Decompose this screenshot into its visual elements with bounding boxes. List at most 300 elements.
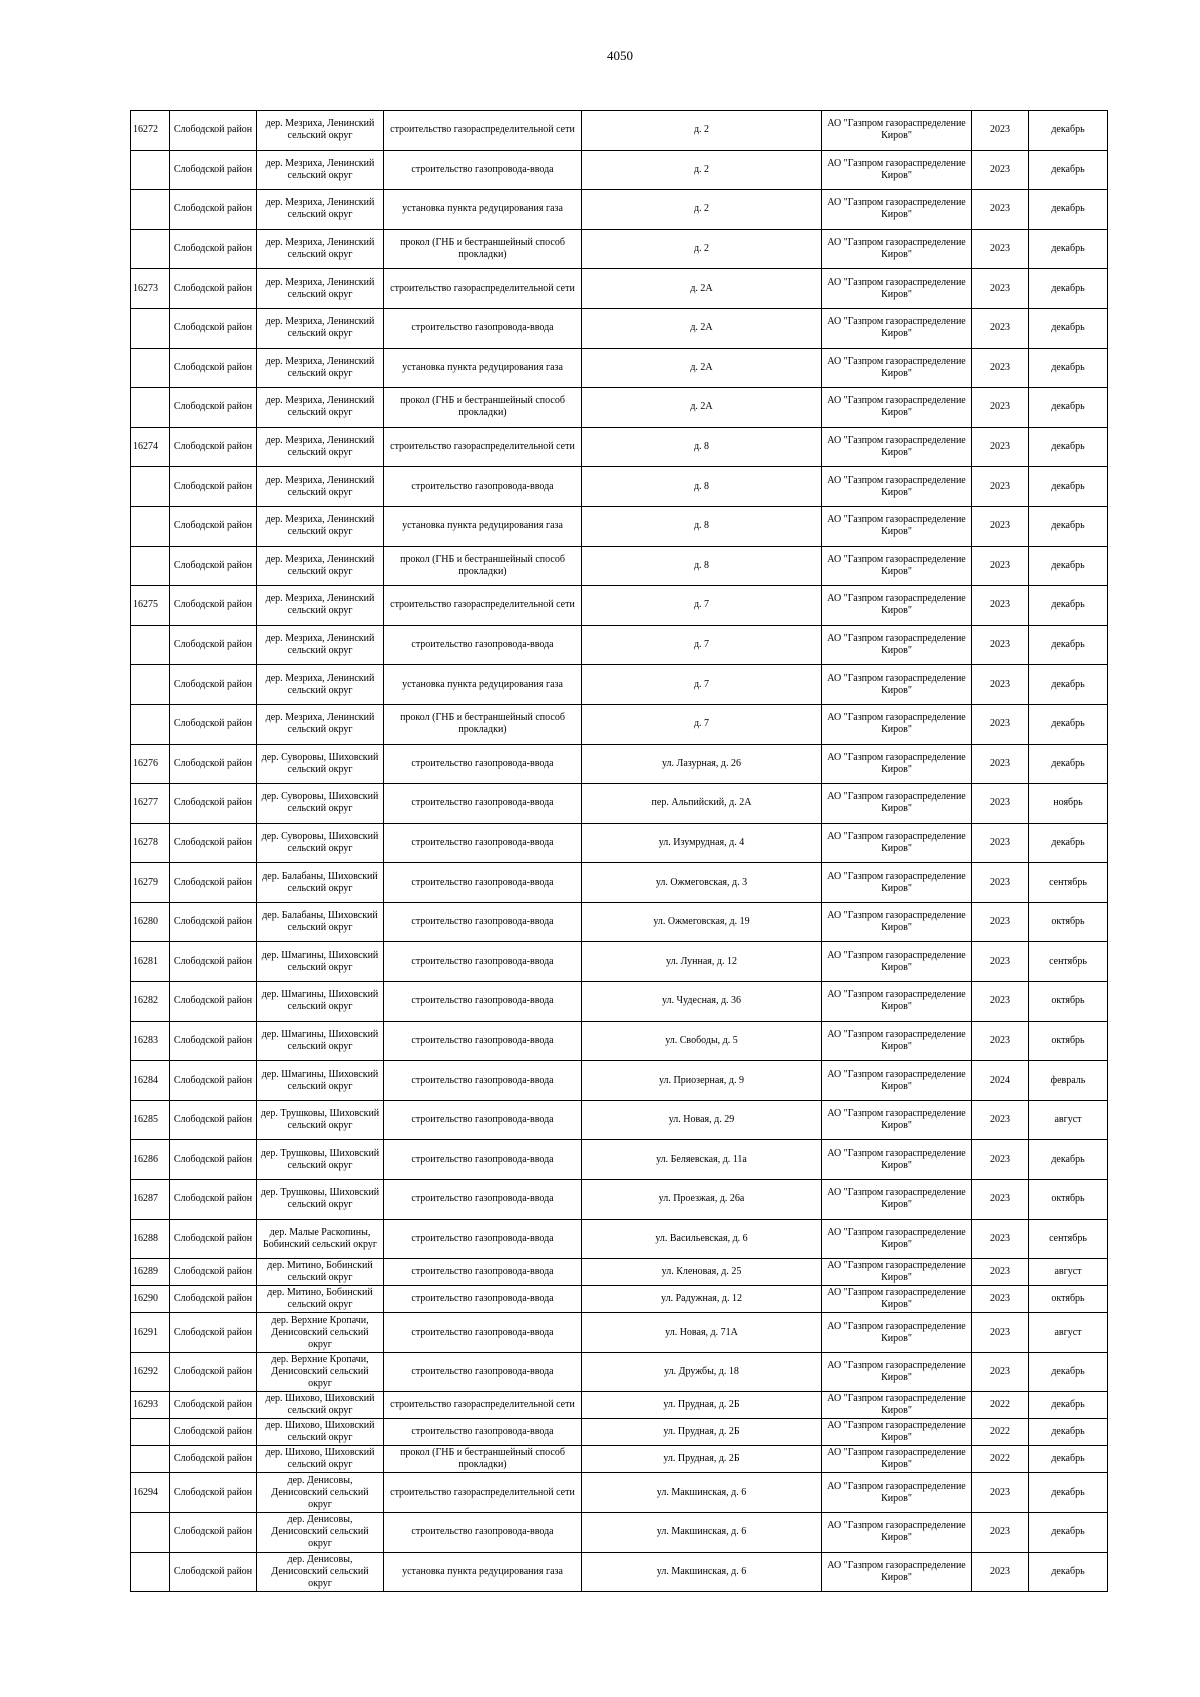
month-cell: октябрь xyxy=(1029,902,1108,942)
address-cell: ул. Васильевская, д. 6 xyxy=(582,1219,822,1259)
settlement-cell: дер. Шихово, Шиховский сельский округ xyxy=(257,1446,384,1473)
work-type-cell: строительство газопровода-ввода xyxy=(384,1513,582,1553)
settlement-cell: дер. Мезриха, Ленинский сельский округ xyxy=(257,229,384,269)
settlement-cell: дер. Балабаны, Шиховский сельский округ xyxy=(257,902,384,942)
year-cell: 2023 xyxy=(972,1313,1029,1353)
settlement-cell: дер. Мезриха, Ленинский сельский округ xyxy=(257,269,384,309)
work-type-cell: строительство газопровода-ввода xyxy=(384,902,582,942)
settlement-cell: дер. Мезриха, Ленинский сельский округ xyxy=(257,150,384,190)
work-type-cell: строительство газораспределительной сети xyxy=(384,1473,582,1513)
work-type-cell: строительство газопровода-ввода xyxy=(384,150,582,190)
year-cell: 2022 xyxy=(972,1392,1029,1419)
year-cell: 2023 xyxy=(972,586,1029,626)
table-row xyxy=(131,1552,1108,1592)
address-cell: ул. Беляевская, д. 11а xyxy=(582,1140,822,1180)
address-cell: ул. Дружбы, д. 18 xyxy=(582,1352,822,1392)
year-cell: 2023 xyxy=(972,1140,1029,1180)
month-cell: октябрь xyxy=(1029,982,1108,1022)
settlement-cell: дер. Суворовы, Шиховский сельский округ xyxy=(257,823,384,863)
district-cell: Слободской район xyxy=(170,348,257,388)
month-cell: декабрь xyxy=(1029,467,1108,507)
year-cell: 2022 xyxy=(972,1446,1029,1473)
company-cell: АО "Газпром газораспределение Киров" xyxy=(822,269,972,309)
settlement-cell: дер. Малые Раскопины, Бобинский сельский округ xyxy=(257,1219,384,1259)
company-cell: АО "Газпром газораспределение Киров" xyxy=(822,982,972,1022)
year-cell: 2023 xyxy=(972,348,1029,388)
address-cell: ул. Чудесная, д. 36 xyxy=(582,982,822,1022)
address-cell: д. 2А xyxy=(582,308,822,348)
month-cell: сентябрь xyxy=(1029,1219,1108,1259)
address-cell: ул. Ожмеговская, д. 19 xyxy=(582,902,822,942)
row-number xyxy=(131,1513,170,1553)
district-cell: Слободской район xyxy=(170,229,257,269)
address-cell: ул. Прудная, д. 2Б xyxy=(582,1392,822,1419)
address-cell: ул. Макшинская, д. 6 xyxy=(582,1473,822,1513)
address-cell: д. 2А xyxy=(582,348,822,388)
row-number: 16274 xyxy=(131,427,170,467)
settlement-cell: дер. Мезриха, Ленинский сельский округ xyxy=(257,111,384,151)
table-row xyxy=(131,1352,1108,1392)
table-row xyxy=(131,308,1108,348)
settlement-cell: дер. Денисовы, Денисовский сельский округ xyxy=(257,1552,384,1592)
work-type-cell: установка пункта редуцирования газа xyxy=(384,665,582,705)
address-cell: ул. Радужная, д. 12 xyxy=(582,1286,822,1313)
month-cell: декабрь xyxy=(1029,1419,1108,1446)
district-cell: Слободской район xyxy=(170,269,257,309)
company-cell: АО "Газпром газораспределение Киров" xyxy=(822,1552,972,1592)
company-cell: АО "Газпром газораспределение Киров" xyxy=(822,1140,972,1180)
settlement-cell: дер. Мезриха, Ленинский сельский округ xyxy=(257,704,384,744)
month-cell: декабрь xyxy=(1029,625,1108,665)
month-cell: декабрь xyxy=(1029,1392,1108,1419)
company-cell: АО "Газпром газораспределение Киров" xyxy=(822,863,972,903)
address-cell: д. 2 xyxy=(582,111,822,151)
table-row xyxy=(131,1180,1108,1220)
row-number: 16288 xyxy=(131,1219,170,1259)
settlement-cell: дер. Трушковы, Шиховский сельский округ xyxy=(257,1140,384,1180)
work-type-cell: строительство газопровода-ввода xyxy=(384,625,582,665)
work-type-cell: строительство газораспределительной сети xyxy=(384,269,582,309)
month-cell: сентябрь xyxy=(1029,942,1108,982)
row-number xyxy=(131,625,170,665)
work-type-cell: прокол (ГНБ и бестраншейный способ прокладки) xyxy=(384,704,582,744)
month-cell: август xyxy=(1029,1259,1108,1286)
address-cell: ул. Проезжая, д. 26а xyxy=(582,1180,822,1220)
table-row xyxy=(131,665,1108,705)
row-number: 16292 xyxy=(131,1352,170,1392)
work-type-cell: строительство газопровода-ввода xyxy=(384,308,582,348)
work-type-cell: строительство газопровода-ввода xyxy=(384,1219,582,1259)
year-cell: 2023 xyxy=(972,1513,1029,1553)
row-number: 16293 xyxy=(131,1392,170,1419)
year-cell: 2023 xyxy=(972,467,1029,507)
table-row xyxy=(131,388,1108,428)
work-type-cell: строительство газопровода-ввода xyxy=(384,1352,582,1392)
table-row xyxy=(131,1513,1108,1553)
month-cell: октябрь xyxy=(1029,1286,1108,1313)
settlement-cell: дер. Суворовы, Шиховский сельский округ xyxy=(257,784,384,824)
work-type-cell: строительство газопровода-ввода xyxy=(384,1061,582,1101)
district-cell: Слободской район xyxy=(170,467,257,507)
work-type-cell: строительство газопровода-ввода xyxy=(384,1286,582,1313)
month-cell: декабрь xyxy=(1029,190,1108,230)
row-number: 16281 xyxy=(131,942,170,982)
table-row xyxy=(131,1446,1108,1473)
settlement-cell: дер. Трушковы, Шиховский сельский округ xyxy=(257,1100,384,1140)
district-cell: Слободской район xyxy=(170,1446,257,1473)
year-cell: 2023 xyxy=(972,823,1029,863)
month-cell: декабрь xyxy=(1029,1513,1108,1553)
district-cell: Слободской район xyxy=(170,823,257,863)
address-cell: д. 8 xyxy=(582,546,822,586)
address-cell: ул. Свободы, д. 5 xyxy=(582,1021,822,1061)
company-cell: АО "Газпром газораспределение Киров" xyxy=(822,1352,972,1392)
year-cell: 2023 xyxy=(972,1352,1029,1392)
settlement-cell: дер. Мезриха, Ленинский сельский округ xyxy=(257,348,384,388)
settlement-cell: дер. Шмагины, Шиховский сельский округ xyxy=(257,1061,384,1101)
work-type-cell: строительство газопровода-ввода xyxy=(384,1140,582,1180)
month-cell: август xyxy=(1029,1313,1108,1353)
company-cell: АО "Газпром газораспределение Киров" xyxy=(822,111,972,151)
table-row xyxy=(131,982,1108,1022)
row-number: 16290 xyxy=(131,1286,170,1313)
district-cell: Слободской район xyxy=(170,1140,257,1180)
work-type-cell: установка пункта редуцирования газа xyxy=(384,506,582,546)
table-row xyxy=(131,1419,1108,1446)
month-cell: декабрь xyxy=(1029,427,1108,467)
month-cell: декабрь xyxy=(1029,665,1108,705)
company-cell: АО "Газпром газораспределение Киров" xyxy=(822,1100,972,1140)
work-type-cell: строительство газопровода-ввода xyxy=(384,982,582,1022)
table-row xyxy=(131,1259,1108,1286)
settlement-cell: дер. Шмагины, Шиховский сельский округ xyxy=(257,942,384,982)
address-cell: д. 2 xyxy=(582,190,822,230)
page-number: 4050 xyxy=(607,48,633,63)
year-cell: 2023 xyxy=(972,942,1029,982)
address-cell: д. 7 xyxy=(582,704,822,744)
month-cell: декабрь xyxy=(1029,308,1108,348)
company-cell: АО "Газпром газораспределение Киров" xyxy=(822,1419,972,1446)
settlement-cell: дер. Мезриха, Ленинский сельский округ xyxy=(257,506,384,546)
year-cell: 2023 xyxy=(972,902,1029,942)
month-cell: сентябрь xyxy=(1029,863,1108,903)
settlement-cell: дер. Денисовы, Денисовский сельский округ xyxy=(257,1513,384,1553)
table-row xyxy=(131,269,1108,309)
month-cell: декабрь xyxy=(1029,1446,1108,1473)
row-number: 16272 xyxy=(131,111,170,151)
work-type-cell: строительство газопровода-ввода xyxy=(384,1100,582,1140)
address-cell: ул. Прудная, д. 2Б xyxy=(582,1446,822,1473)
address-cell: ул. Лазурная, д. 26 xyxy=(582,744,822,784)
district-cell: Слободской район xyxy=(170,308,257,348)
year-cell: 2023 xyxy=(972,665,1029,705)
table-row xyxy=(131,586,1108,626)
address-cell: д. 2 xyxy=(582,150,822,190)
district-cell: Слободской район xyxy=(170,1259,257,1286)
month-cell: декабрь xyxy=(1029,229,1108,269)
row-number: 16285 xyxy=(131,1100,170,1140)
row-number xyxy=(131,1552,170,1592)
work-type-cell: строительство газопровода-ввода xyxy=(384,863,582,903)
settlement-cell: дер. Мезриха, Ленинский сельский округ xyxy=(257,665,384,705)
year-cell: 2023 xyxy=(972,269,1029,309)
company-cell: АО "Газпром газораспределение Киров" xyxy=(822,229,972,269)
address-cell: ул. Ожмеговская, д. 3 xyxy=(582,863,822,903)
district-cell: Слободской район xyxy=(170,863,257,903)
district-cell: Слободской район xyxy=(170,190,257,230)
work-type-cell: строительство газопровода-ввода xyxy=(384,1419,582,1446)
row-number: 16276 xyxy=(131,744,170,784)
work-type-cell: строительство газопровода-ввода xyxy=(384,1180,582,1220)
year-cell: 2023 xyxy=(972,863,1029,903)
address-cell: д. 7 xyxy=(582,586,822,626)
company-cell: АО "Газпром газораспределение Киров" xyxy=(822,388,972,428)
row-number xyxy=(131,388,170,428)
work-type-cell: строительство газопровода-ввода xyxy=(384,1259,582,1286)
settlement-cell: дер. Мезриха, Ленинский сельский округ xyxy=(257,427,384,467)
work-type-cell: установка пункта редуцирования газа xyxy=(384,1552,582,1592)
table-row xyxy=(131,1140,1108,1180)
district-cell: Слободской район xyxy=(170,1100,257,1140)
row-number: 16277 xyxy=(131,784,170,824)
district-cell: Слободской район xyxy=(170,1021,257,1061)
company-cell: АО "Газпром газораспределение Киров" xyxy=(822,665,972,705)
table-row xyxy=(131,1061,1108,1101)
settlement-cell: дер. Мезриха, Ленинский сельский округ xyxy=(257,586,384,626)
month-cell: февраль xyxy=(1029,1061,1108,1101)
month-cell: декабрь xyxy=(1029,269,1108,309)
table-row xyxy=(131,704,1108,744)
year-cell: 2023 xyxy=(972,1180,1029,1220)
table-row xyxy=(131,348,1108,388)
district-cell: Слободской район xyxy=(170,150,257,190)
settlement-cell: дер. Балабаны, Шиховский сельский округ xyxy=(257,863,384,903)
company-cell: АО "Газпром газораспределение Киров" xyxy=(822,942,972,982)
table-row xyxy=(131,190,1108,230)
work-type-cell: строительство газопровода-ввода xyxy=(384,784,582,824)
address-cell: ул. Лунная, д. 12 xyxy=(582,942,822,982)
company-cell: АО "Газпром газораспределение Киров" xyxy=(822,1180,972,1220)
row-number: 16294 xyxy=(131,1473,170,1513)
settlement-cell: дер. Трушковы, Шиховский сельский округ xyxy=(257,1180,384,1220)
table-row xyxy=(131,150,1108,190)
table-row xyxy=(131,111,1108,151)
settlement-cell: дер. Мезриха, Ленинский сельский округ xyxy=(257,308,384,348)
address-cell: ул. Макшинская, д. 6 xyxy=(582,1552,822,1592)
table-row xyxy=(131,902,1108,942)
table-row xyxy=(131,863,1108,903)
year-cell: 2023 xyxy=(972,546,1029,586)
table-row xyxy=(131,1392,1108,1419)
company-cell: АО "Газпром газораспределение Киров" xyxy=(822,1219,972,1259)
district-cell: Слободской район xyxy=(170,586,257,626)
district-cell: Слободской район xyxy=(170,1552,257,1592)
settlement-cell: дер. Шмагины, Шиховский сельский округ xyxy=(257,1021,384,1061)
table-row xyxy=(131,467,1108,507)
row-number: 16279 xyxy=(131,863,170,903)
work-type-cell: строительство газораспределительной сети xyxy=(384,427,582,467)
month-cell: декабрь xyxy=(1029,1140,1108,1180)
settlement-cell: дер. Верхние Кропачи, Денисовский сельский округ xyxy=(257,1352,384,1392)
district-cell: Слободской район xyxy=(170,506,257,546)
work-type-cell: прокол (ГНБ и бестраншейный способ прокладки) xyxy=(384,546,582,586)
work-type-cell: строительство газопровода-ввода xyxy=(384,467,582,507)
district-cell: Слободской район xyxy=(170,1219,257,1259)
address-cell: д. 2А xyxy=(582,388,822,428)
row-number xyxy=(131,506,170,546)
address-cell: д. 8 xyxy=(582,467,822,507)
company-cell: АО "Газпром газораспределение Киров" xyxy=(822,1392,972,1419)
month-cell: декабрь xyxy=(1029,111,1108,151)
address-cell: ул. Новая, д. 29 xyxy=(582,1100,822,1140)
month-cell: декабрь xyxy=(1029,546,1108,586)
year-cell: 2023 xyxy=(972,229,1029,269)
table-row xyxy=(131,1286,1108,1313)
company-cell: АО "Газпром газораспределение Киров" xyxy=(822,308,972,348)
year-cell: 2023 xyxy=(972,1021,1029,1061)
settlement-cell: дер. Шихово, Шиховский сельский округ xyxy=(257,1392,384,1419)
company-cell: АО "Газпром газораспределение Киров" xyxy=(822,1259,972,1286)
year-cell: 2023 xyxy=(972,784,1029,824)
company-cell: АО "Газпром газораспределение Киров" xyxy=(822,744,972,784)
district-cell: Слободской район xyxy=(170,1061,257,1101)
year-cell: 2023 xyxy=(972,704,1029,744)
settlement-cell: дер. Шмагины, Шиховский сельский округ xyxy=(257,982,384,1022)
year-cell: 2023 xyxy=(972,150,1029,190)
row-number: 16284 xyxy=(131,1061,170,1101)
year-cell: 2023 xyxy=(972,427,1029,467)
work-type-cell: строительство газораспределительной сети xyxy=(384,1392,582,1419)
row-number xyxy=(131,1419,170,1446)
row-number: 16291 xyxy=(131,1313,170,1353)
table-row xyxy=(131,784,1108,824)
settlement-cell: дер. Мезриха, Ленинский сельский округ xyxy=(257,388,384,428)
settlement-cell: дер. Верхние Кропачи, Денисовский сельский округ xyxy=(257,1313,384,1353)
month-cell: декабрь xyxy=(1029,506,1108,546)
row-number: 16287 xyxy=(131,1180,170,1220)
district-cell: Слободской район xyxy=(170,784,257,824)
settlement-cell: дер. Мезриха, Ленинский сельский округ xyxy=(257,190,384,230)
month-cell: август xyxy=(1029,1100,1108,1140)
address-cell: д. 2 xyxy=(582,229,822,269)
month-cell: декабрь xyxy=(1029,1552,1108,1592)
work-type-cell: установка пункта редуцирования газа xyxy=(384,348,582,388)
table-row xyxy=(131,942,1108,982)
year-cell: 2023 xyxy=(972,1286,1029,1313)
month-cell: декабрь xyxy=(1029,704,1108,744)
district-cell: Слободской район xyxy=(170,902,257,942)
row-number: 16280 xyxy=(131,902,170,942)
company-cell: АО "Газпром газораспределение Киров" xyxy=(822,823,972,863)
row-number: 16273 xyxy=(131,269,170,309)
district-cell: Слободской район xyxy=(170,111,257,151)
row-number xyxy=(131,467,170,507)
works-table xyxy=(130,110,1108,1592)
company-cell: АО "Газпром газораспределение Киров" xyxy=(822,506,972,546)
company-cell: АО "Газпром газораспределение Киров" xyxy=(822,586,972,626)
company-cell: АО "Газпром газораспределение Киров" xyxy=(822,427,972,467)
company-cell: АО "Газпром газораспределение Киров" xyxy=(822,704,972,744)
month-cell: декабрь xyxy=(1029,823,1108,863)
address-cell: д. 8 xyxy=(582,427,822,467)
row-number: 16275 xyxy=(131,586,170,626)
district-cell: Слободской район xyxy=(170,546,257,586)
district-cell: Слободской район xyxy=(170,1180,257,1220)
company-cell: АО "Газпром газораспределение Киров" xyxy=(822,1061,972,1101)
table-row xyxy=(131,1021,1108,1061)
table-row xyxy=(131,229,1108,269)
year-cell: 2023 xyxy=(972,1219,1029,1259)
month-cell: ноябрь xyxy=(1029,784,1108,824)
table-row xyxy=(131,1100,1108,1140)
district-cell: Слободской район xyxy=(170,744,257,784)
settlement-cell: дер. Митино, Бобинский сельский округ xyxy=(257,1286,384,1313)
address-cell: ул. Новая, д. 71А xyxy=(582,1313,822,1353)
year-cell: 2023 xyxy=(972,1473,1029,1513)
company-cell: АО "Газпром газораспределение Киров" xyxy=(822,1021,972,1061)
year-cell: 2023 xyxy=(972,190,1029,230)
row-number xyxy=(131,546,170,586)
table-row xyxy=(131,625,1108,665)
month-cell: декабрь xyxy=(1029,586,1108,626)
work-type-cell: строительство газопровода-ввода xyxy=(384,744,582,784)
row-number xyxy=(131,348,170,388)
district-cell: Слободской район xyxy=(170,388,257,428)
table-row xyxy=(131,1473,1108,1513)
year-cell: 2023 xyxy=(972,625,1029,665)
settlement-cell: дер. Мезриха, Ленинский сельский округ xyxy=(257,467,384,507)
company-cell: АО "Газпром газораспределение Киров" xyxy=(822,1446,972,1473)
company-cell: АО "Газпром газораспределение Киров" xyxy=(822,1513,972,1553)
year-cell: 2023 xyxy=(972,1552,1029,1592)
work-type-cell: прокол (ГНБ и бестраншейный способ прокладки) xyxy=(384,1446,582,1473)
row-number: 16283 xyxy=(131,1021,170,1061)
settlement-cell: дер. Мезриха, Ленинский сельский округ xyxy=(257,546,384,586)
month-cell: октябрь xyxy=(1029,1180,1108,1220)
company-cell: АО "Газпром газораспределение Киров" xyxy=(822,348,972,388)
address-cell: д. 7 xyxy=(582,665,822,705)
address-cell: ул. Изумрудная, д. 4 xyxy=(582,823,822,863)
row-number xyxy=(131,150,170,190)
work-type-cell: строительство газораспределительной сети xyxy=(384,586,582,626)
company-cell: АО "Газпром газораспределение Киров" xyxy=(822,150,972,190)
year-cell: 2023 xyxy=(972,744,1029,784)
district-cell: Слободской район xyxy=(170,1419,257,1446)
year-cell: 2023 xyxy=(972,388,1029,428)
address-cell: ул. Макшинская, д. 6 xyxy=(582,1513,822,1553)
table-row xyxy=(131,744,1108,784)
table-row xyxy=(131,427,1108,467)
work-type-cell: строительство газораспределительной сети xyxy=(384,111,582,151)
year-cell: 2023 xyxy=(972,1100,1029,1140)
row-number: 16289 xyxy=(131,1259,170,1286)
district-cell: Слободской район xyxy=(170,1352,257,1392)
row-number xyxy=(131,190,170,230)
company-cell: АО "Газпром газораспределение Киров" xyxy=(822,625,972,665)
address-cell: д. 7 xyxy=(582,625,822,665)
address-cell: д. 8 xyxy=(582,506,822,546)
year-cell: 2023 xyxy=(972,982,1029,1022)
company-cell: АО "Газпром газораспределение Киров" xyxy=(822,1286,972,1313)
table-body xyxy=(131,111,1108,1592)
month-cell: декабрь xyxy=(1029,1473,1108,1513)
work-type-cell: прокол (ГНБ и бестраншейный способ прокладки) xyxy=(384,388,582,428)
month-cell: декабрь xyxy=(1029,348,1108,388)
settlement-cell: дер. Суворовы, Шиховский сельский округ xyxy=(257,744,384,784)
address-cell: ул. Кленовая, д. 25 xyxy=(582,1259,822,1286)
month-cell: декабрь xyxy=(1029,744,1108,784)
work-type-cell: строительство газопровода-ввода xyxy=(384,1313,582,1353)
